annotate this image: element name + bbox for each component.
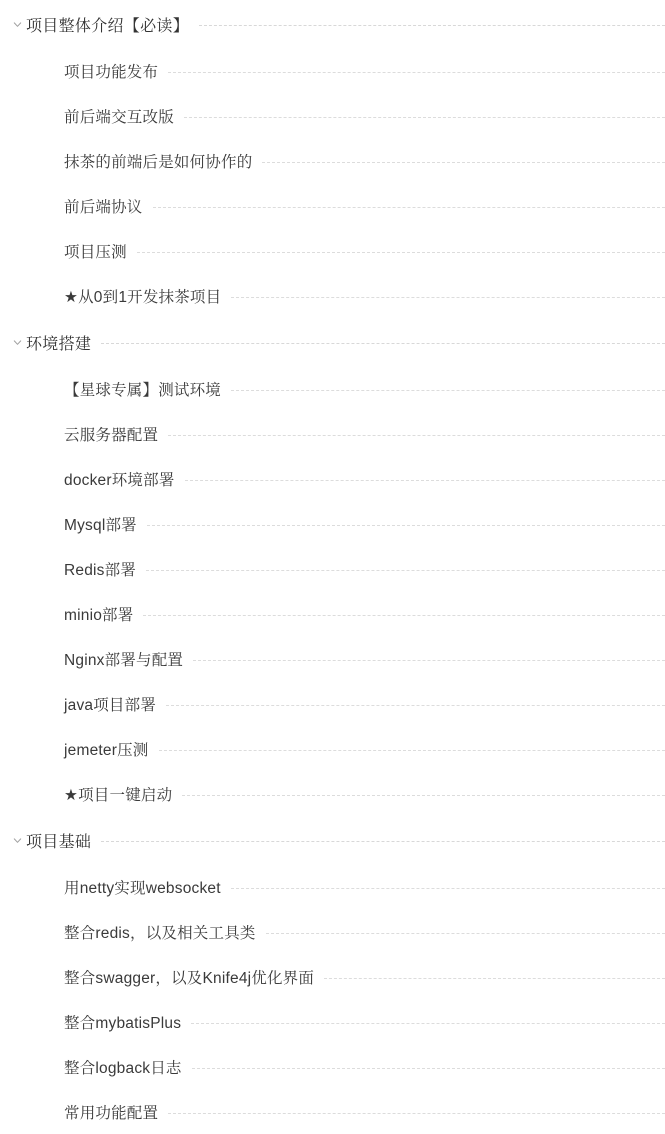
leader-dots — [324, 977, 665, 979]
toc-item[interactable] — [0, 228, 665, 273]
leader-dots — [146, 569, 665, 571]
toc-item[interactable] — [0, 771, 665, 816]
leader-dots — [191, 1022, 665, 1024]
leader-dots — [101, 840, 665, 842]
toc-item-label: 【星球专属】测试环境 — [64, 378, 231, 400]
toc-item[interactable] — [0, 546, 665, 591]
leader-dots — [168, 1112, 665, 1114]
leader-dots — [143, 614, 665, 616]
leader-dots — [262, 161, 665, 163]
toc-section-title: 项目基础 — [26, 829, 101, 852]
toc-item[interactable] — [0, 864, 665, 909]
toc-item[interactable] — [0, 636, 665, 681]
toc-item[interactable] — [0, 411, 665, 456]
toc-item[interactable] — [0, 48, 665, 93]
leader-dots — [168, 71, 665, 73]
toc-item-label: docker环境部署 — [64, 468, 185, 490]
toc-item-label: 云服务器配置 — [64, 423, 168, 445]
toc-item-label: Mysql部署 — [64, 513, 147, 535]
toc-item-label: 项目功能发布 — [64, 60, 168, 82]
toc-item[interactable] — [0, 183, 665, 228]
toc-item-label: 常用功能配置 — [64, 1101, 168, 1123]
leader-dots — [147, 524, 665, 526]
chevron-down-icon[interactable] — [8, 19, 26, 30]
leader-dots — [182, 794, 665, 796]
toc-item[interactable] — [0, 93, 665, 138]
toc-item-label: jemeter压测 — [64, 738, 159, 760]
leader-dots — [193, 659, 665, 661]
toc-section-header[interactable] — [0, 318, 665, 366]
toc-item-label: 项目压测 — [64, 240, 137, 262]
leader-dots — [192, 1067, 665, 1069]
toc-item-label: 抹茶的前端后是如何协作的 — [64, 150, 262, 172]
toc-item-label: 用netty实现websocket — [64, 876, 231, 898]
toc-item-label: 整合mybatisPlus — [64, 1011, 191, 1033]
toc-item-label: 前后端交互改版 — [64, 105, 184, 127]
leader-dots — [159, 749, 665, 751]
toc-item-label: 整合logback日志 — [64, 1056, 192, 1078]
toc-item[interactable] — [0, 909, 665, 954]
leader-dots — [184, 116, 665, 118]
toc-item[interactable] — [0, 1044, 665, 1089]
toc-item[interactable] — [0, 138, 665, 183]
leader-dots — [266, 932, 665, 934]
toc-item-label: ★从0到1开发抹茶项目 — [64, 285, 231, 307]
toc-section-title: 环境搭建 — [26, 331, 101, 354]
toc-item[interactable] — [0, 681, 665, 726]
leader-dots — [168, 434, 665, 436]
leader-dots — [153, 206, 665, 208]
leader-dots — [231, 887, 665, 889]
toc-item[interactable] — [0, 726, 665, 771]
toc-item[interactable] — [0, 1089, 665, 1134]
toc-section-header[interactable] — [0, 0, 665, 48]
toc-item[interactable] — [0, 273, 665, 318]
toc-item[interactable] — [0, 591, 665, 636]
leader-dots — [231, 296, 665, 298]
toc-section-title: 项目整体介绍【必读】 — [26, 13, 199, 36]
toc-item-label: java项目部署 — [64, 693, 166, 715]
leader-dots — [166, 704, 665, 706]
toc-item[interactable] — [0, 366, 665, 411]
toc-item-label: 整合redis，以及相关工具类 — [64, 921, 266, 943]
toc-item-label: ★项目一键启动 — [64, 783, 182, 805]
toc-section-header[interactable] — [0, 816, 665, 864]
toc-item-label: 整合swagger，以及Knife4j优化界面 — [64, 966, 324, 988]
toc-item-label: minio部署 — [64, 603, 143, 625]
toc-item-label: 前后端协议 — [64, 195, 153, 217]
toc-item[interactable] — [0, 501, 665, 546]
leader-dots — [137, 251, 665, 253]
toc-item[interactable] — [0, 954, 665, 999]
toc-item-label: Nginx部署与配置 — [64, 648, 193, 670]
toc-item[interactable] — [0, 456, 665, 501]
chevron-down-icon[interactable] — [8, 835, 26, 846]
leader-dots — [185, 479, 665, 481]
leader-dots — [101, 342, 665, 344]
toc-item-label: Redis部署 — [64, 558, 146, 580]
chevron-down-icon[interactable] — [8, 337, 26, 348]
leader-dots — [199, 24, 665, 26]
leader-dots — [231, 389, 665, 391]
toc-item[interactable] — [0, 999, 665, 1044]
